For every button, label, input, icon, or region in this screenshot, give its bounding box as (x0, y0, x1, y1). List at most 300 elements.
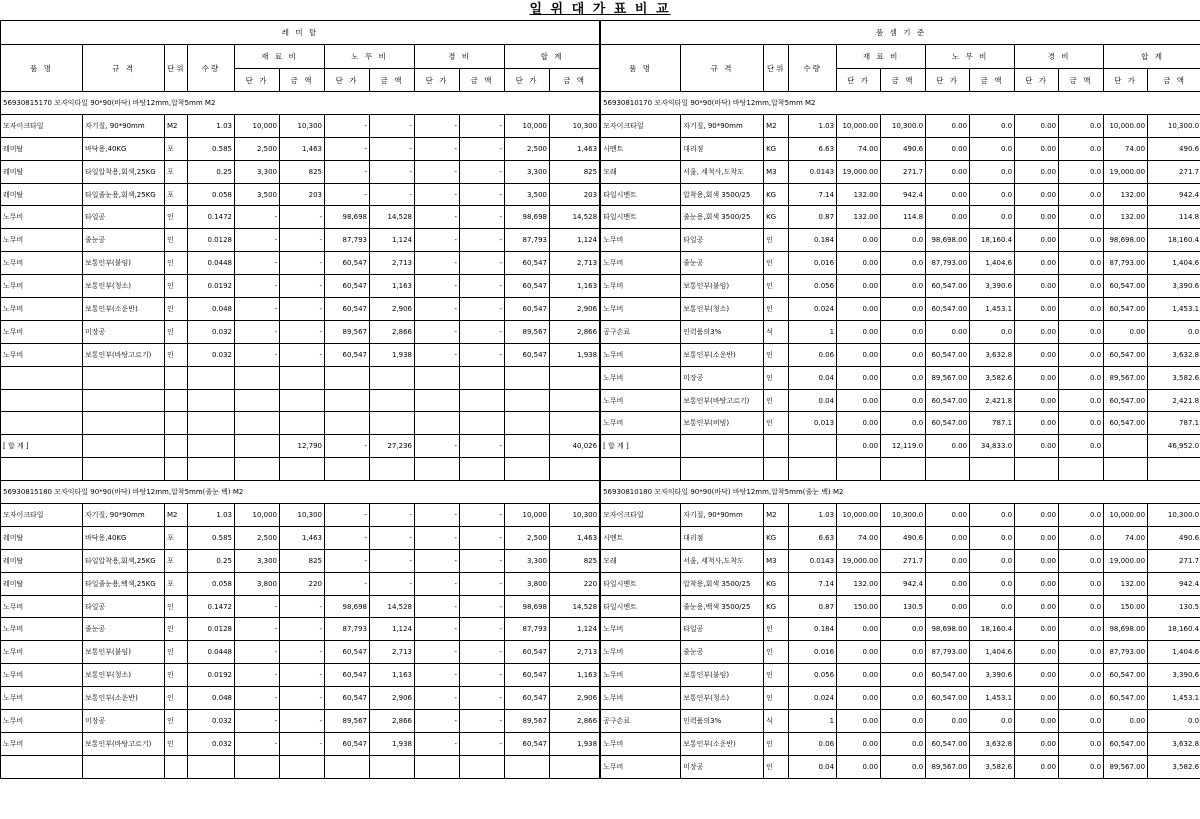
table-cell: M2 (764, 114, 789, 137)
table-cell: [ 합 계 ] (601, 435, 681, 458)
table-cell: 미장공 (83, 710, 165, 733)
table-cell: 0.0 (1059, 549, 1104, 572)
table-cell (415, 389, 460, 412)
table-cell: - (280, 343, 325, 366)
table-row (601, 275, 1200, 298)
table-cell: 레미탈 (1, 549, 83, 572)
table-cell: 0.00 (1015, 252, 1059, 275)
table-cell (235, 755, 280, 778)
table-cell: 0.0143 (789, 160, 837, 183)
table-cell: 0.00 (1104, 320, 1148, 343)
table-cell: KG (764, 183, 789, 206)
table-cell: 공구손료 (601, 320, 681, 343)
table-cell: 0.00 (837, 618, 881, 641)
table-cell: 60,547.00 (1104, 298, 1148, 321)
table-cell: 1,404.6 (1148, 641, 1200, 664)
table-cell (1104, 458, 1148, 481)
table-cell (280, 389, 325, 412)
table-cell: 60,547 (505, 641, 550, 664)
table-cell: - (415, 183, 460, 206)
table-cell (83, 755, 165, 778)
table-cell: - (460, 595, 505, 618)
table-cell: 1,163 (550, 275, 600, 298)
table-cell: 0.048 (188, 687, 235, 710)
table-cell: 0.0 (881, 618, 926, 641)
table-cell (83, 366, 165, 389)
table-cell (83, 412, 165, 435)
table-cell: - (235, 641, 280, 664)
table-cell: 노무비 (1, 687, 83, 710)
table-cell: 0.0 (881, 710, 926, 733)
table-cell: 19,000.00 (1104, 160, 1148, 183)
col-amount: 금 액 (280, 69, 325, 92)
section-title-row (1, 92, 600, 115)
table-cell: 0.25 (188, 160, 235, 183)
table-cell (325, 412, 370, 435)
table-cell: 1,453.1 (970, 298, 1015, 321)
table-cell: 3,500 (505, 183, 550, 206)
table-cell: 1,163 (370, 275, 415, 298)
table-cell: 인 (764, 275, 789, 298)
table-cell (188, 755, 235, 778)
table-cell: 노무비 (601, 343, 681, 366)
table-cell: 줄눈용,회색 3500/25 (681, 206, 764, 229)
table-cell (1, 389, 83, 412)
table-row (601, 641, 1200, 664)
table-cell: 0.00 (926, 526, 970, 549)
table-cell: 0.0 (1059, 755, 1104, 778)
col-material: 재 료 비 (837, 45, 926, 69)
table-cell: 0.00 (1015, 435, 1059, 458)
table-cell: 10,300 (550, 114, 600, 137)
table-cell: 레미탈 (1, 137, 83, 160)
table-cell: 노무비 (601, 732, 681, 755)
table-cell: 2,713 (550, 252, 600, 275)
table-cell: 0.00 (837, 389, 881, 412)
table-cell: 2,866 (550, 710, 600, 733)
table-cell: 490.6 (1148, 137, 1200, 160)
table-cell: 787.1 (970, 412, 1015, 435)
table-cell: 0.00 (1015, 504, 1059, 527)
table-cell: 1.03 (789, 114, 837, 137)
table-cell: 60,547 (505, 298, 550, 321)
table-cell: 10,300.0 (1148, 504, 1200, 527)
table-cell (165, 412, 188, 435)
table-cell: - (415, 504, 460, 527)
table-cell: 0.00 (1015, 549, 1059, 572)
table-cell: 942.4 (881, 183, 926, 206)
table-cell: 0.0 (881, 366, 926, 389)
table-cell: 98,698 (505, 595, 550, 618)
col-unit-price: 단 가 (1015, 69, 1059, 92)
table-cell: 0.0 (1059, 275, 1104, 298)
table-cell: 인 (165, 252, 188, 275)
table-cell (83, 458, 165, 481)
table-cell: 2,866 (550, 320, 600, 343)
table-cell: 0.00 (1015, 641, 1059, 664)
table-cell: 2,866 (370, 320, 415, 343)
table-cell: 타일시멘트 (601, 595, 681, 618)
table-cell: 보통인부(붙임) (83, 641, 165, 664)
table-cell: 10,300 (280, 504, 325, 527)
table-cell: 271.7 (881, 549, 926, 572)
table-cell: 2,906 (550, 298, 600, 321)
table-cell (1, 458, 83, 481)
table-cell: 0.0 (1059, 229, 1104, 252)
table-cell: 포 (165, 160, 188, 183)
table-cell: - (325, 114, 370, 137)
table-cell: 10,300.0 (881, 504, 926, 527)
table-cell: 0.0 (1059, 298, 1104, 321)
table-cell: 1,124 (370, 618, 415, 641)
table-cell: 0.0192 (188, 275, 235, 298)
table-cell: 1,938 (370, 732, 415, 755)
table-cell (325, 755, 370, 778)
table-cell: - (415, 732, 460, 755)
table-cell: 인 (165, 298, 188, 321)
table-cell: 0.00 (1015, 206, 1059, 229)
table-cell (370, 412, 415, 435)
table-cell: - (460, 664, 505, 687)
col-expense: 경 비 (1015, 45, 1104, 69)
table-cell: 0.0 (970, 549, 1015, 572)
table-row (601, 710, 1200, 733)
table-cell: 132.00 (1104, 183, 1148, 206)
table-cell: 14,528 (550, 206, 600, 229)
table-cell: - (415, 343, 460, 366)
table-cell: - (415, 641, 460, 664)
table-cell: 490.6 (881, 526, 926, 549)
table-cell: - (460, 229, 505, 252)
table-cell: - (460, 572, 505, 595)
table-cell (789, 458, 837, 481)
table-cell: 3,300 (235, 160, 280, 183)
table-cell: 18,160.4 (1148, 618, 1200, 641)
table-row (601, 549, 1200, 572)
table-cell: - (415, 687, 460, 710)
table-cell: 3,390.6 (970, 664, 1015, 687)
table-cell: 노무비 (601, 755, 681, 778)
table-cell: 60,547.00 (1104, 343, 1148, 366)
table-cell: - (460, 549, 505, 572)
table-cell: 98,698.00 (1104, 618, 1148, 641)
table-cell: 89,567.00 (1104, 366, 1148, 389)
table-cell: - (415, 435, 460, 458)
table-cell: - (460, 275, 505, 298)
table-cell: 0.00 (837, 320, 881, 343)
table-cell: 보통인부(청소) (681, 298, 764, 321)
table-cell: 74.00 (1104, 137, 1148, 160)
table-cell (280, 412, 325, 435)
table-cell: 인 (764, 343, 789, 366)
table-cell (235, 389, 280, 412)
col-unit-price: 단 가 (325, 69, 370, 92)
table-cell: 1,463 (550, 526, 600, 549)
table-cell: 0.0128 (188, 618, 235, 641)
table-cell: 87,793.00 (1104, 252, 1148, 275)
table-cell: KG (764, 526, 789, 549)
table-cell: 27,236 (370, 435, 415, 458)
table-cell: 인 (764, 618, 789, 641)
table-cell (83, 435, 165, 458)
table-cell: 0.0 (1059, 595, 1104, 618)
table-cell: 19,000.00 (837, 549, 881, 572)
table-cell: 60,547.00 (926, 687, 970, 710)
section-title-row (1, 481, 600, 504)
table-cell: 87,793 (505, 618, 550, 641)
table-cell: 노무비 (1, 275, 83, 298)
table-row (601, 732, 1200, 755)
table-cell: 0.00 (1015, 320, 1059, 343)
table-row (1, 435, 600, 458)
table-cell: 인 (165, 343, 188, 366)
table-cell: 0.00 (837, 710, 881, 733)
table-cell: 노무비 (601, 664, 681, 687)
table-cell: 0.00 (1015, 137, 1059, 160)
table-cell: 줄눈공 (681, 252, 764, 275)
table-cell: - (460, 435, 505, 458)
table-row (1, 412, 600, 435)
table-cell: - (235, 618, 280, 641)
table-cell: 3,300 (235, 549, 280, 572)
table-cell: 노무비 (601, 229, 681, 252)
table-cell: 10,300 (280, 114, 325, 137)
table-cell: 포 (165, 137, 188, 160)
table-cell (505, 435, 550, 458)
table-cell: 0.0 (1059, 732, 1104, 755)
table-cell: 60,547 (325, 275, 370, 298)
section-title-row (601, 481, 1200, 504)
table-cell: 89,567 (505, 320, 550, 343)
table-cell: 보통인부(바탕고르기) (83, 343, 165, 366)
table-cell: 노무비 (1, 664, 83, 687)
table-cell: 보통인부(소운반) (83, 687, 165, 710)
table-cell: 130.5 (1148, 595, 1200, 618)
table-cell: 0.00 (837, 343, 881, 366)
table-cell (601, 458, 681, 481)
table-cell: 2,500 (235, 137, 280, 160)
table-cell: - (460, 618, 505, 641)
table-cell: 0.0 (881, 389, 926, 412)
table-cell: 인 (165, 710, 188, 733)
table-cell: 3,582.6 (1148, 366, 1200, 389)
table-cell: 바닥용,40KG (83, 137, 165, 160)
table-cell: 0.87 (789, 595, 837, 618)
table-cell: - (235, 252, 280, 275)
table-cell: - (415, 572, 460, 595)
table-cell: 89,567.00 (926, 366, 970, 389)
table-cell: 203 (550, 183, 600, 206)
table-cell: 150.00 (837, 595, 881, 618)
table-cell: - (235, 664, 280, 687)
table-cell: - (325, 435, 370, 458)
table-cell: 1,124 (550, 618, 600, 641)
table-cell: 노무비 (1, 732, 83, 755)
table-cell: 271.7 (1148, 549, 1200, 572)
table-cell: 0.0 (970, 504, 1015, 527)
table-cell: 1,938 (550, 343, 600, 366)
table-cell: 0.048 (188, 298, 235, 321)
table-cell: 787.1 (1148, 412, 1200, 435)
table-row (1, 595, 600, 618)
col-amount: 금 액 (370, 69, 415, 92)
table-cell: 대리점 (681, 137, 764, 160)
table-cell: 노무비 (1, 320, 83, 343)
table-cell (165, 435, 188, 458)
table-cell: 1,163 (550, 664, 600, 687)
table-cell: 1,453.1 (970, 687, 1015, 710)
table-cell: 0.024 (789, 298, 837, 321)
table-cell: 0.024 (789, 687, 837, 710)
table-cell: 1,453.1 (1148, 298, 1200, 321)
table-cell: 3,300 (505, 160, 550, 183)
table-row (601, 572, 1200, 595)
table-cell: 10,300.0 (881, 114, 926, 137)
table-cell: 87,793.00 (926, 641, 970, 664)
table-cell: KG (764, 206, 789, 229)
table-cell: 자기질, 90*90mm (681, 114, 764, 137)
table-cell (415, 412, 460, 435)
table-cell: 0.00 (1015, 664, 1059, 687)
table-cell: 0.00 (837, 641, 881, 664)
table-cell: 2,421.8 (1148, 389, 1200, 412)
table-cell: 노무비 (601, 366, 681, 389)
table-cell: 12,119.0 (881, 435, 926, 458)
table-cell: - (415, 160, 460, 183)
table-cell: - (370, 114, 415, 137)
table-cell: 0.184 (789, 229, 837, 252)
table-cell: 60,547.00 (926, 732, 970, 755)
table-cell: 노무비 (601, 618, 681, 641)
table-cell: 220 (550, 572, 600, 595)
table-row (1, 366, 600, 389)
table-cell: 0.00 (837, 435, 881, 458)
col-name: 품 명 (601, 45, 681, 92)
table-cell: KG (764, 595, 789, 618)
section-title: 56930810170 모자익타일 90*90(바닥) 바탕12mm,압착5mm M2 (601, 92, 1200, 115)
table-cell: 보통인부(청소) (681, 687, 764, 710)
table-cell: 3,582.6 (970, 366, 1015, 389)
table-row (1, 183, 600, 206)
table-cell: 1.03 (789, 504, 837, 527)
table-cell: 490.6 (881, 137, 926, 160)
col-labor: 노 무 비 (325, 45, 415, 69)
table-cell: 60,547.00 (1104, 275, 1148, 298)
table-cell: - (460, 504, 505, 527)
table-cell: 서울, 세척사,도착도 (681, 549, 764, 572)
table-cell: 0.0 (970, 160, 1015, 183)
table-cell: 2,866 (370, 710, 415, 733)
table-cell: - (460, 114, 505, 137)
table-cell (550, 389, 600, 412)
table-cell: 0.0 (881, 755, 926, 778)
section-title: 56930810180 모자익타일 90*90(바닥) 바탕12mm,압착5mm(줄눈 백) M2 (601, 481, 1200, 504)
table-cell: - (235, 343, 280, 366)
table-header: 품 셈 기 준 (601, 21, 1200, 45)
table-cell: 0.00 (837, 732, 881, 755)
table-cell: M2 (165, 114, 188, 137)
table-cell: - (325, 549, 370, 572)
table-cell: 0.00 (837, 252, 881, 275)
table-cell: 10,000.00 (1104, 114, 1148, 137)
table-cell: 0.00 (837, 755, 881, 778)
table-cell: - (415, 710, 460, 733)
table-cell: - (415, 526, 460, 549)
table-cell: 0.0 (970, 183, 1015, 206)
table-cell: - (280, 252, 325, 275)
table-cell: - (235, 320, 280, 343)
table-cell: 0.0 (881, 320, 926, 343)
table-cell (188, 412, 235, 435)
table-cell: - (235, 206, 280, 229)
table-row (1, 618, 600, 641)
table-cell: - (280, 732, 325, 755)
table-cell (1, 412, 83, 435)
table-cell: - (460, 160, 505, 183)
table-cell: 인 (764, 664, 789, 687)
table-cell: 인 (764, 732, 789, 755)
table-cell: 0.0 (970, 526, 1015, 549)
table-row (1, 320, 600, 343)
table-row (1, 504, 600, 527)
table-cell: - (235, 298, 280, 321)
table-cell: 0.00 (1015, 572, 1059, 595)
table-cell: 0.0 (1059, 572, 1104, 595)
table-cell: 10,300 (550, 504, 600, 527)
column-header-row (1, 45, 600, 69)
table-cell: 2,906 (550, 687, 600, 710)
table-cell: 0.0 (881, 641, 926, 664)
table-cell: 60,547 (505, 275, 550, 298)
col-amount: 금 액 (550, 69, 600, 92)
table-cell: 노무비 (601, 412, 681, 435)
table-cell: 60,547.00 (926, 412, 970, 435)
table-cell: 노무비 (601, 252, 681, 275)
table-cell: 타일공 (681, 618, 764, 641)
table-row (1, 664, 600, 687)
table-cell: 1,404.6 (970, 252, 1015, 275)
table-cell (235, 366, 280, 389)
table-cell: 10,000.00 (837, 114, 881, 137)
table-cell: 노무비 (601, 641, 681, 664)
column-header-row (601, 45, 1200, 69)
table-cell: - (370, 160, 415, 183)
table-cell: 0.032 (188, 732, 235, 755)
table-cell: 1 (789, 320, 837, 343)
table-cell: 0.184 (789, 618, 837, 641)
table-cell: 0.032 (188, 320, 235, 343)
table-cell: 60,547.00 (1104, 687, 1148, 710)
table-cell: 0.00 (926, 160, 970, 183)
table-cell: 0.056 (789, 275, 837, 298)
table-cell: - (460, 137, 505, 160)
table-cell: 3,632.8 (970, 732, 1015, 755)
table-cell: 1,124 (550, 229, 600, 252)
table-cell: 타일시멘트 (601, 206, 681, 229)
table-cell: 0.0 (970, 710, 1015, 733)
table-cell: 2,713 (370, 252, 415, 275)
table-cell (460, 458, 505, 481)
table-cell: 60,547 (505, 687, 550, 710)
table-cell: 0.00 (926, 320, 970, 343)
table-cell: 3,390.6 (1148, 275, 1200, 298)
table-cell: 0.056 (789, 664, 837, 687)
table-cell: 89,567 (325, 710, 370, 733)
table-cell: 1,463 (280, 526, 325, 549)
table-cell: 3,390.6 (970, 275, 1015, 298)
table-cell: 0.06 (789, 732, 837, 755)
table-cell: - (460, 320, 505, 343)
